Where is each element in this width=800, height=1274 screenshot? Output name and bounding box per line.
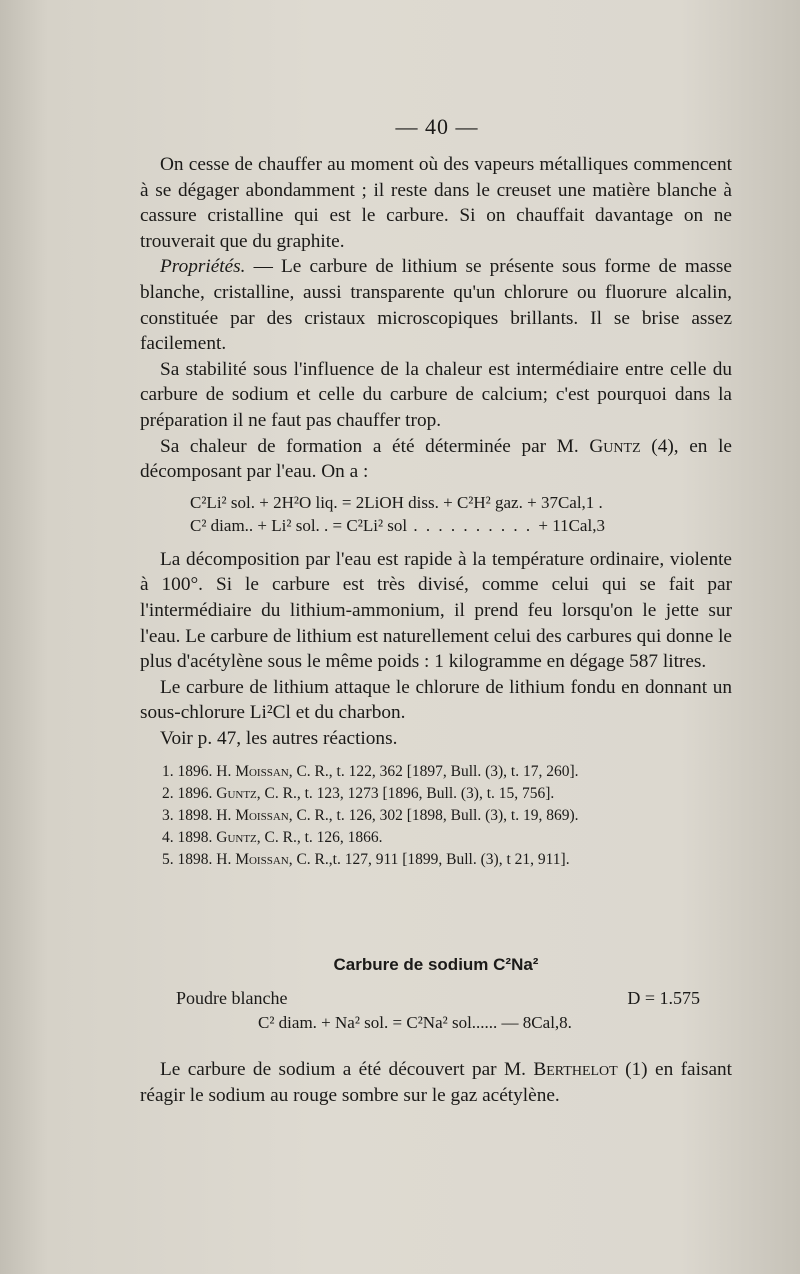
paragraph-heat-formation [140, 434, 732, 485]
section-heading: Carbure de sodium C²Na² [333, 955, 539, 974]
paragraph-discovery [140, 1057, 732, 1108]
equation-1: C²Li² sol. + 2H²O liq. = 2LiOH diss. + C²H² gaz. + 37Cal,1 . [190, 492, 603, 512]
footnote-year: 1896. [177, 785, 213, 803]
properties-label: Propriétés. [160, 256, 246, 278]
equation-block [140, 491, 732, 537]
paragraph-stability: Sa stabilité sous l'influence de la chaleur est intermédiaire entre celle du carbure de sodium et celle du carbure de calcium; c'est pourquoi dans la préparation il ne faut pas chauffer trop. [140, 358, 732, 431]
properties-text: — Le carbure de lithium se présente sous forme de masse blanche, cristalline, aussi transparente qu'un chlorure ou fluorure alcalin, constituée par des cristaux microscopiques brillants. Il se brise assez facilement. [140, 256, 732, 355]
closing-text [140, 1057, 732, 1108]
author-guntz: Guntz [589, 435, 641, 457]
footnote-number: 5. [162, 851, 174, 869]
footnote-reference: C. R., t. 126, 1866. [264, 829, 383, 847]
properties-row [176, 988, 700, 1009]
footnote [140, 783, 732, 805]
body-text [140, 152, 732, 871]
paragraph-properties [140, 254, 732, 356]
footnote-author: Guntz, [216, 829, 261, 847]
footnote [140, 761, 732, 783]
footnote-number: 1. [162, 763, 174, 781]
footnote-author: H. Moissan, [216, 807, 293, 825]
footnote-number: 3. [162, 807, 174, 825]
equation-2 [140, 514, 732, 537]
footnotes [140, 761, 732, 871]
heat-formation-text: Sa chaleur de formation a été déterminée par M. [160, 435, 590, 457]
discovery-text-end: (1) en faisant réagir le sodium au rouge sombre sur le gaz acétylène. [140, 1059, 733, 1106]
density-value: D = 1.575 [627, 988, 700, 1008]
footnote-reference: C. R., t. 123, 1273 [1896, Bull. (3), t. 15, 756]. [264, 785, 555, 803]
footnote-number: 4. [162, 829, 174, 847]
footnote-reference: C. R.,t. 127, 911 [1899, Bull. (3), t 21, 911]. [296, 851, 570, 869]
paragraph-preparation: On cesse de chauffer au moment où des vapeurs métalliques commencent à se dégager abondamment ; il reste dans le creuset une matière blanche à cassure cristalline qui est le carbure. Si on chauffait davantage on ne trouverait que du graphite. [140, 154, 732, 252]
footnote-reference: C. R., t. 122, 362 [1897, Bull. (3), t. 17, 260]. [296, 763, 579, 781]
equation-2-right: + 11Cal,3 [538, 515, 605, 535]
paragraph-decomposition: La décomposition par l'eau est rapide à la température ordinaire, violente à 100°. Si le carbure est très divisé, comme celui qui se fait par l'intermédiaire du lithium-ammonium, il prend feu lorsqu'on le jette sur l'eau. Le carbure de lithium est naturellement celui des carbures qui donne le plus d'acétylène sous le même poids : 1 kilogramme en dégage 587 litres. [140, 548, 732, 673]
discovery-text: Le carbure de sodium a été découvert par M. [160, 1059, 534, 1080]
page-number: — 40 — [395, 114, 479, 139]
footnote-author: H. Moissan, [216, 851, 293, 869]
footnote-reference: C. R., t. 126, 302 [1898, Bull. (3), t. 19, 869). [296, 807, 579, 825]
equation-2-left: C² diam.. + Li² sol. . = C²Li² sol [190, 515, 408, 535]
footnote-author: Guntz, [216, 785, 261, 803]
footnote-year: 1898. [177, 807, 213, 825]
footnote-year: 1896. [177, 763, 213, 781]
property-label: Poudre blanche [176, 988, 288, 1008]
paragraph-chloride: Le carbure de lithium attaque le chlorure de lithium fondu en donnant un sous-chlorure Li²Cl et du charbon. [140, 676, 732, 724]
footnote [140, 827, 732, 849]
sodium-reaction-equation: C² diam. + Na² sol. = C²Na² sol...... — 8Cal,8. [258, 1013, 572, 1032]
heat-formation-text-end: (4), en le décomposant par l'eau. On a : [140, 435, 732, 483]
paragraph-see-also: Voir p. 47, les autres réactions. [160, 727, 398, 749]
footnote [140, 805, 732, 827]
footnote [140, 849, 732, 871]
footnote-year: 1898. [177, 829, 213, 847]
footnote-number: 2. [162, 785, 174, 803]
author-berthelot: Berthelot [533, 1059, 618, 1080]
footnote-author: H. Moissan, [216, 763, 293, 781]
equation-2-dots: . . . . . . . . . . [407, 515, 539, 535]
footnote-year: 1898. [177, 851, 213, 869]
